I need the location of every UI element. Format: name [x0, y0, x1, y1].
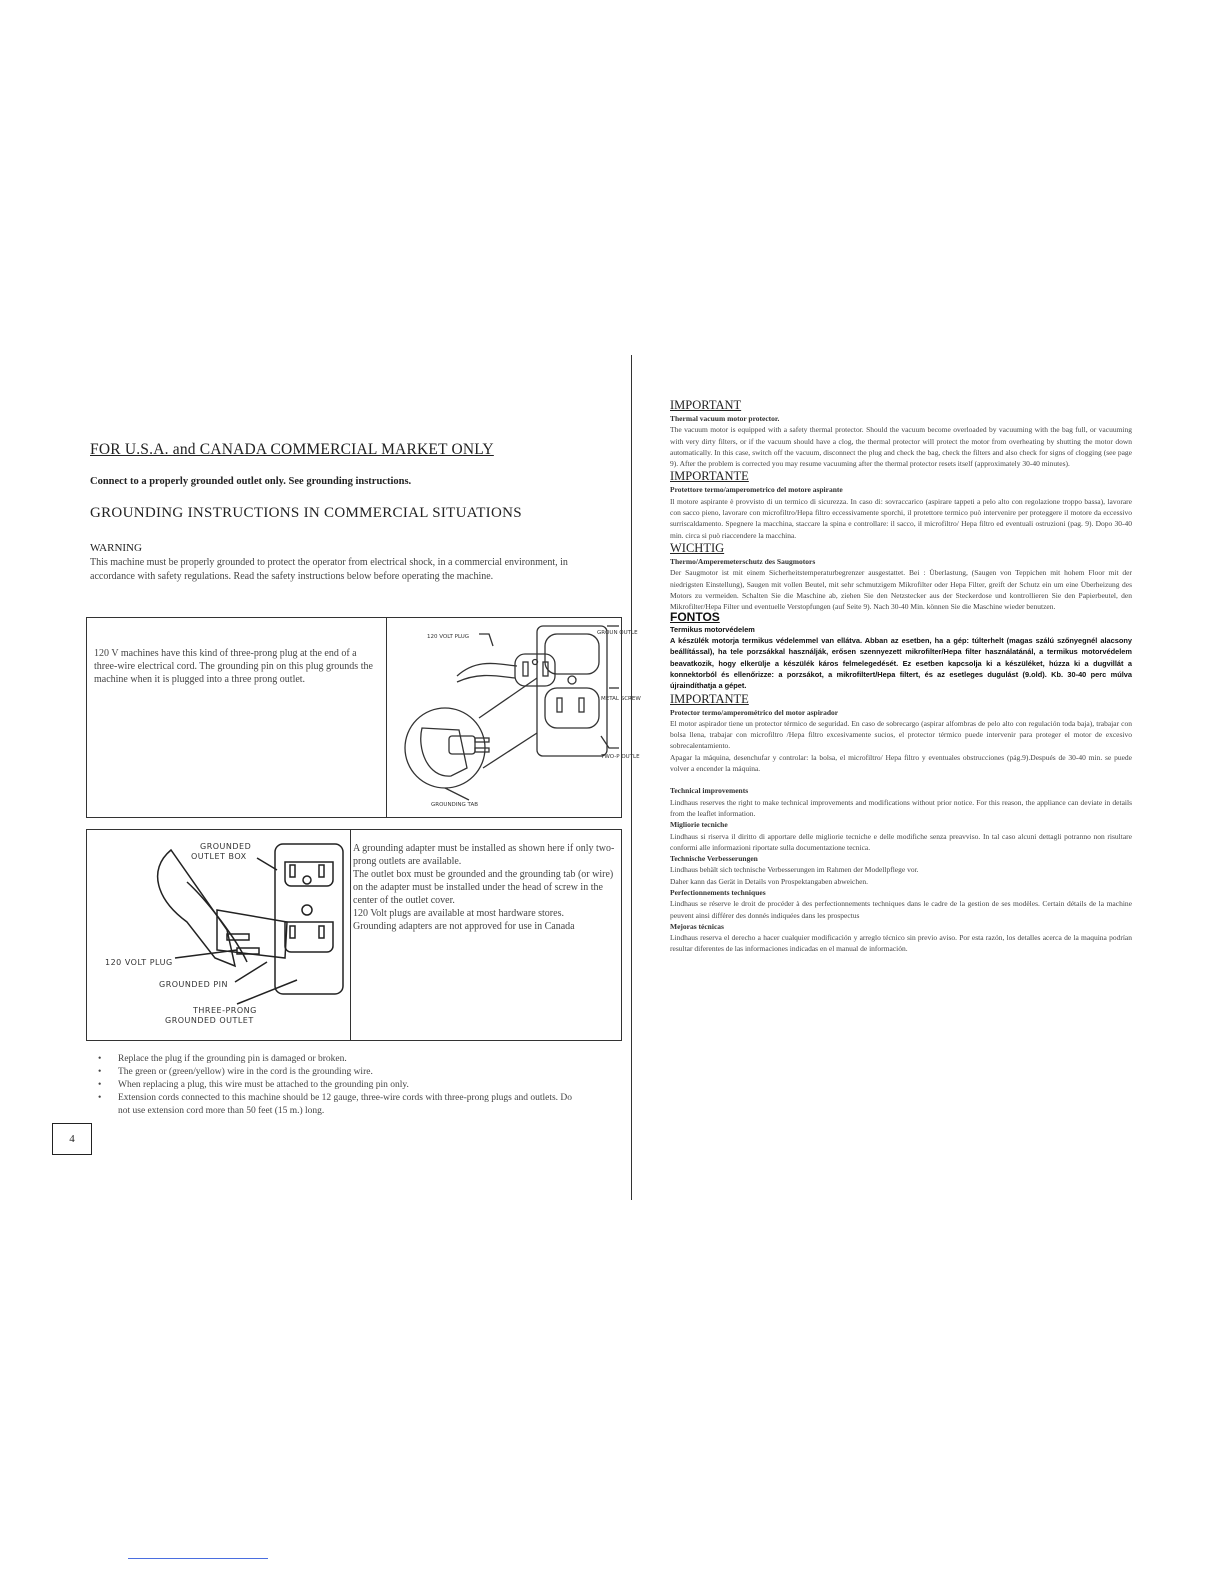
- subheading-english: Thermal vacuum motor protector.: [670, 414, 780, 423]
- label-grounded-outlet-box-1: GROUNDED: [200, 842, 252, 851]
- warning-label: WARNING: [90, 542, 142, 554]
- adapter-p1: A grounding adapter must be installed as shown here if only two-prong outlets are available.: [353, 843, 615, 867]
- heading-hungarian: FONTOS: [670, 610, 720, 625]
- adapter-p3: 120 Volt plugs are available at most hardware stores.: [353, 908, 564, 919]
- bullet-icon: •: [98, 1054, 102, 1064]
- adapter-p4: Grounding adapters are not approved for use in Canada: [353, 921, 575, 932]
- box-divider: [350, 830, 351, 1040]
- market-title: FOR U.S.A. and CANADA COMMERCIAL MARKET ONLY: [90, 441, 494, 458]
- label-two-prong: TWO-P OUTLE: [601, 754, 640, 760]
- text-tech-it: Lindhaus si riserva il diritto di apportare delle migliorie tecniche e delle modifiche senza preavviso. In tal caso alcuni dettagli potranno non risultare conformi alle informazioni riportate sulla documentazione tecnica.: [670, 831, 1132, 852]
- subheading-hungarian: Termikus motorvédelem: [670, 624, 755, 634]
- text-spanish-2: Apagar la máquina, desenchufar y controlar: la bolsa, el microfiltro/ Hepa filtro y eventuales obstrucciones (pág.9).Después de 30-40 min. se puede volver a encender la máquina.: [670, 752, 1132, 774]
- heading-german: WICHTIG: [670, 540, 725, 555]
- motor-protector-section: [670, 398, 1132, 955]
- upper-receptacle-shape: [545, 634, 599, 674]
- three-prong-description: 120 V machines have this kind of three-prong plug at the end of a three-wire electrical cord. The grounding pin on this plug grounds the machine when it is plugged into a three prong outlet.: [94, 648, 373, 685]
- adapter-p2: The outlet box must be grounded and the grounding tab (or wire) on the adapter must be installed under the head of screw in the center of the outlet cover.: [353, 869, 614, 906]
- subheading-spanish: Protector termo/amperométrico del motor aspirador: [670, 707, 839, 717]
- bullet-icon: •: [98, 1093, 102, 1103]
- column-divider: [631, 355, 632, 1200]
- label-metal-screw: METAL SCREW: [601, 696, 641, 702]
- slot-left: [557, 698, 562, 712]
- subheading-german: Thermo/Amperemeterschutz des Saugmotors: [670, 556, 816, 566]
- connect-instruction: Connect to a properly grounded outlet only. See grounding instructions.: [90, 476, 412, 487]
- subheading-tech-fr: Perfectionnements techniques: [670, 887, 766, 897]
- text-english: The vacuum motor is equipped with a safety thermal protector. Should the vacuum become overloaded by vacuuming with the bag full, or vacuuming with very dirty filters, or if the vacuum should have a clog, the thermal protector will protect the motor from overheating by shutting the motor down automatically. In this case, switch off the vacuum, disconnect the plug and check the bag, check the filters and also check for signs of clogging (see page 9). After the problem is corrected you may resume vacuuming after the thermal protector resets itself (approximately 30-40 minutes).: [670, 425, 1132, 469]
- list-item: • When replacing a plug, this wire must be attached to the grounding pin only.: [98, 1080, 409, 1090]
- label-120-volt-plug: 120 VOLT PLUG: [105, 958, 173, 967]
- label-grounded-outlet: GROUN OUTLE: [597, 630, 638, 636]
- grounding-heading: GROUNDING INSTRUCTIONS IN COMMERCIAL SITUATIONS: [90, 505, 522, 521]
- bullet-icon: •: [98, 1067, 102, 1077]
- text-tech-fr: Lindhaus se réserve le droit de procéder à des perfectionnements techniques dans le cadre de la gestion de ses modèles. Certain détails de la machine peuvent ainsi différer des donnés indiquées dans les prospectus: [670, 899, 1132, 920]
- text-german: Der Saugmotor ist mit einem Sicherheitstemperaturbegrenzer ausgestattet. Bei : Überlastung, (Saugen von Teppichen mit hohem Floor mit der niedrigsten Einstellung), Saugen mit vollen Beutel, mit sehr schmutzigem Mikrofilter oder Hepa Filter, greift der Schutz ein um eine Überheizung des Motors zu vermeiden. Schalten Sie die Maschine ab, ziehen Sie den Netzstecker aus der Steckerdose und kontrollieren Sie den Papierbeutel, den Mikrofilter/Hepa Filter und eventuelle Verstopfungen (auf Seite 9). Nach 30-40 Min. können Sie die Maschine wieder benutzen.: [670, 568, 1132, 612]
- label-grounding-tab: GROUNDING TAB: [431, 802, 479, 808]
- label-grounded-outlet-box-2: OUTLET BOX: [191, 852, 247, 861]
- text-hungarian: A készülék motorja termikus védelemmel van ellátva. Abban az esetben, ha a gép: túlterhelt (magas szálú szőnyegnél alacsony beállítással), ha tele porzsákkal használják, erősen szennyezett mikrofilter/Hepa filter használatánál, a termikus motorvédelem beavatkozik, hogy elkerülje a készülék káros felmelegedését. Ez esetben kapcsolja ki a készüléket, húzza ki a dugvillát a konnektorból és ellenőrizze: a porzsákot, a mikrofiltert/Hepa filtert, és az esetleges dugulást (9.old). Kb. 30-40 perc múlva újraindíthatja a gépet.: [670, 636, 1132, 691]
- slot-right: [579, 698, 584, 712]
- text-tech-en: Lindhaus reserves the right to make technical improvements and modifications without prior notice. For this reason, the appliance can deviate in details from the leaflet information.: [670, 797, 1132, 818]
- heading-spanish: IMPORTANTE: [670, 691, 749, 706]
- grounding-adapter-box: [86, 829, 622, 1041]
- label-120-volt-plug: 120 VOLT PLUG: [427, 634, 470, 640]
- label-grounded-pin: GROUNDED PIN: [159, 980, 228, 989]
- lower-receptacle-shape: [545, 688, 599, 728]
- list-item: • Extension cords connected to this machine should be 12 gauge, three-wire cords with three-prong plugs and outlets. Do not use extension cord more than 50 feet (15 m.) long.: [98, 1093, 573, 1116]
- subheading-tech-es: Mejoras técnicas: [670, 921, 724, 931]
- bullet-icon: •: [98, 1080, 102, 1090]
- subheading-italian: Protettore termo/amperometrico del motore aspirante: [670, 485, 843, 495]
- adapter-description: [353, 842, 615, 933]
- heading-italian: IMPORTANTE: [670, 469, 749, 484]
- text-tech-de-1: Lindhaus behält sich technische Verbesserungen im Rahmen der Modellpflege vor.: [670, 865, 919, 875]
- label-three-prong-2: GROUNDED OUTLET: [165, 1016, 254, 1025]
- label-three-prong-1: THREE-PRONG: [193, 1006, 257, 1015]
- heading-english: IMPORTANT: [670, 398, 742, 412]
- text-spanish-1: El motor aspirador tiene un protector térmico de seguridad. En caso de sobrecargo (aspirar alfombras de pelo alto con regulación toda baja), trabajar con bolsa llena, trabajar con microfiltro /Hepa filtro excesivamente sucios, el protector térmico puede intervenir para proteger el motor de excesivo sobrecalentamiento.: [670, 718, 1132, 751]
- three-prong-plug-box: [86, 617, 641, 818]
- subheading-tech-en: Technical improvements: [670, 786, 749, 796]
- grounding-bullet-list: [98, 1053, 578, 1118]
- outlet-plate-shape: [537, 626, 607, 756]
- warning-text: This machine must be properly grounded to protect the operator from electrical shock, in a commercial environment, in accordance with safety regulations. Read the safety instructions below before operating the machine.: [90, 557, 568, 582]
- plug-outlet-illustration: [387, 618, 641, 817]
- bottom-rule: [128, 1558, 268, 1559]
- cord-upper: [457, 663, 517, 676]
- list-item: • Replace the plug if the grounding pin is damaged or broken.: [98, 1054, 347, 1064]
- text-italian: Il motore aspirante è provvisto di un termico di sicurezza. In caso di: sovraccarico (aspirare tappeti a pelo alto con regolazione troppo bassa), lavorare con sacco pieno, lavorare con microfiltro/Hepa filtro eccessivamente sporchi, il protettore termico può intervenire per proteggere il motore da eccessivo surriscaldamento. Spegnere la macchina, staccare la spina e controllare: il sacco, il microfiltro/ Hepa filtro ed eventuali ostruzioni (pag. 9). Dopo 30-40 min. circa si può riaccendere la macchina.: [670, 496, 1132, 540]
- text-tech-de-2: Daher kann das Gerät in Details von Prospektangaben abweichen.: [670, 876, 869, 886]
- subheading-tech-de: Technische Verbesserungen: [670, 854, 758, 864]
- list-item: • The green or (green/yellow) wire in the cord is the grounding wire.: [98, 1067, 373, 1077]
- text-tech-es: Lindhaus reserva el derecho a hacer cualquier modificación y arreglo técnico sin previo aviso. Por esta razón, los detalles acerca de la maquina podrían resultar diferentes de las informaciones indicadas en el manual de información.: [670, 933, 1132, 954]
- center-screw: [568, 676, 576, 684]
- page-number: 4: [52, 1123, 92, 1155]
- subheading-tech-it: Migliorie tecniche: [670, 820, 728, 830]
